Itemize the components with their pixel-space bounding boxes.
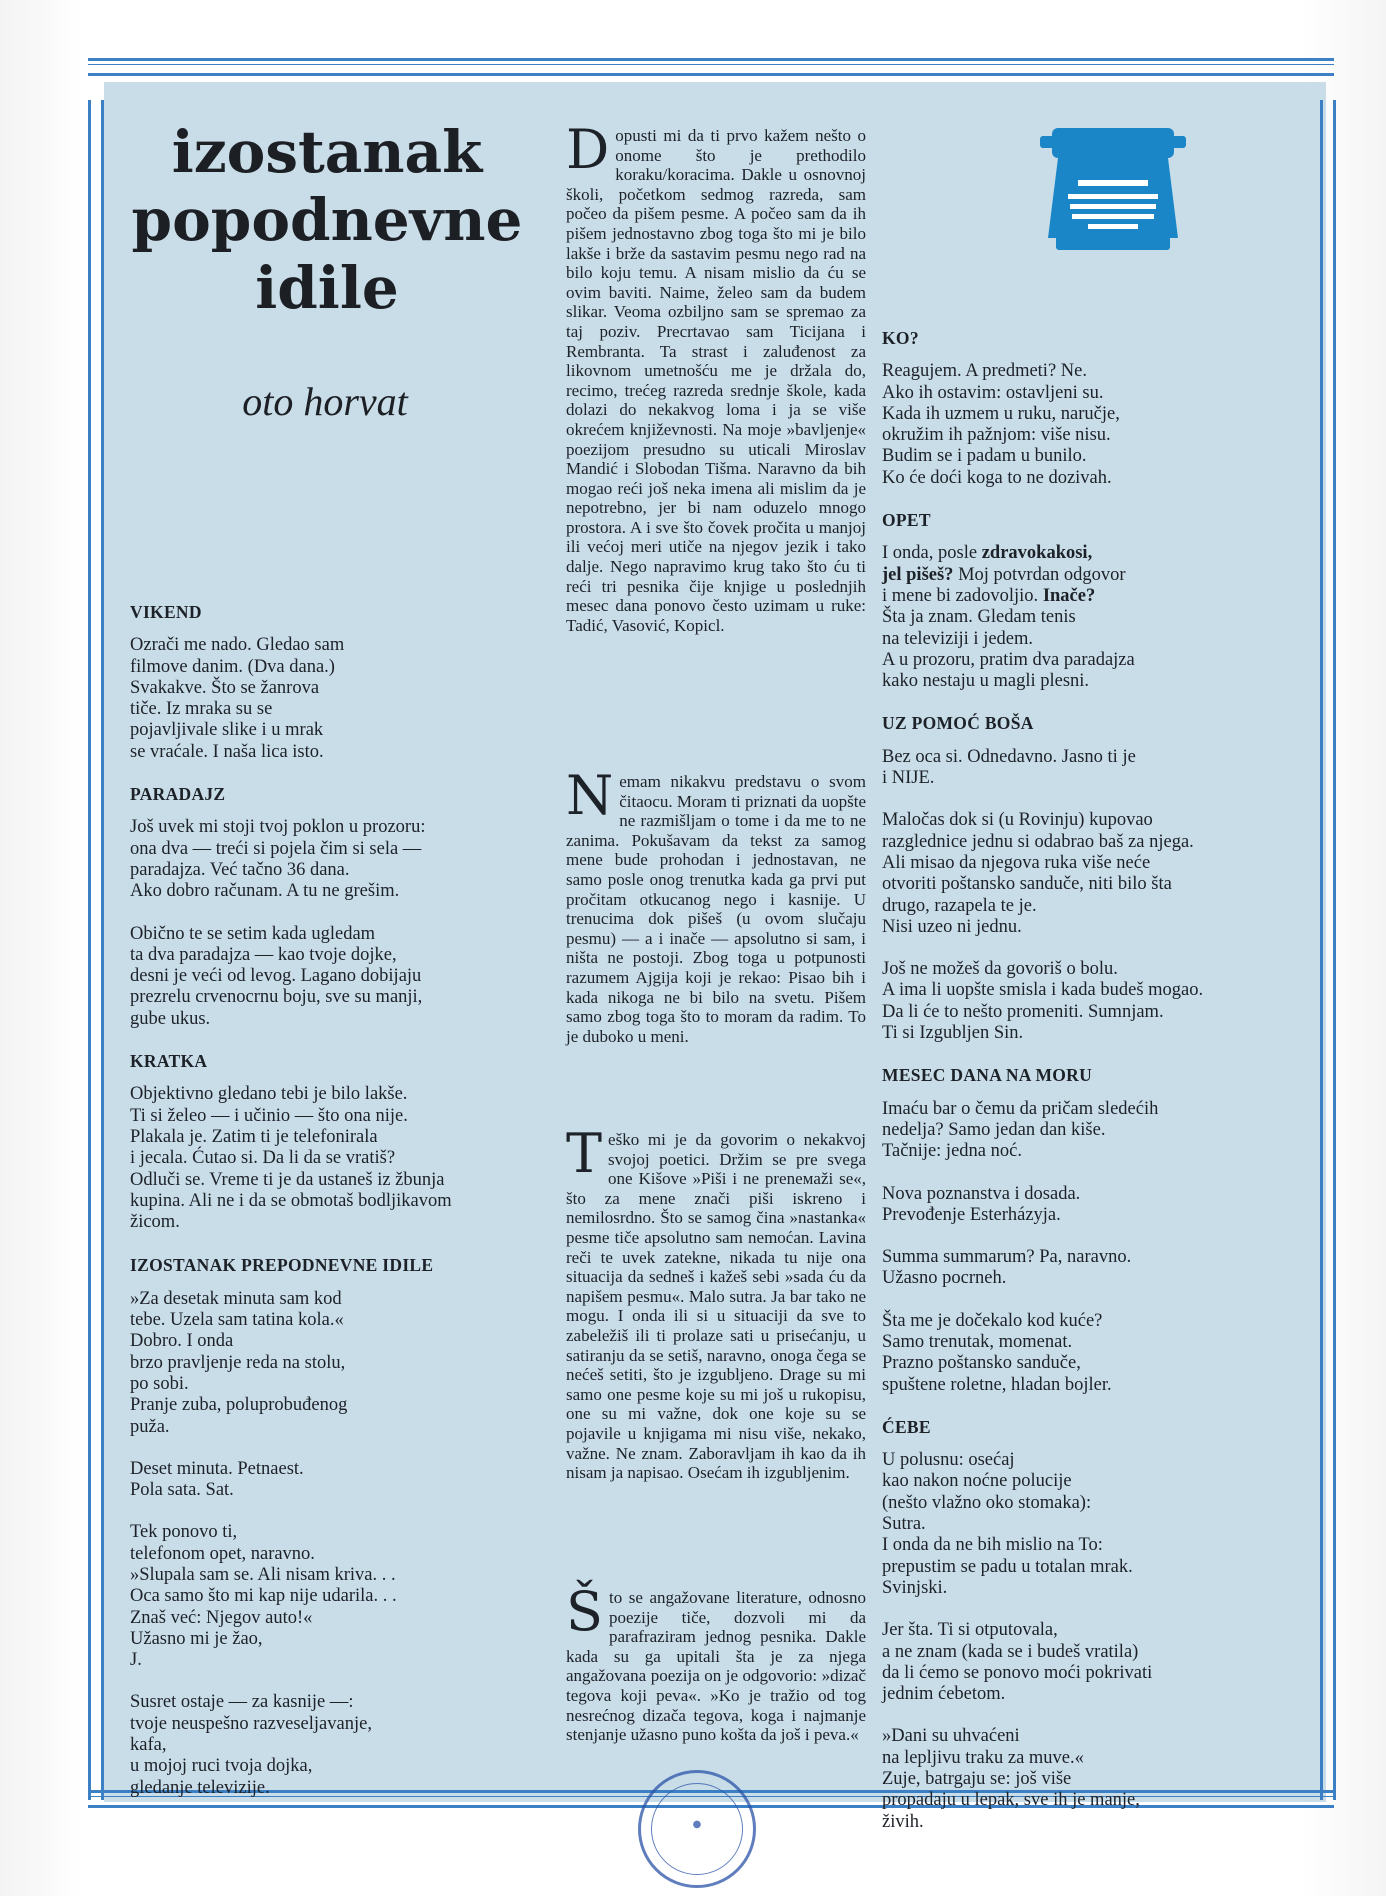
interview-block-1 xyxy=(566,118,866,635)
title-line-3: idile xyxy=(255,254,399,322)
text-run: Moj potvrdan odgovor i mene bi zadovoljio. xyxy=(882,564,1126,606)
drop-cap: Š xyxy=(566,1580,603,1643)
poem-paragraph: Objektivno gledano tebi je bilo lakše. Ti si želeo — i učinio — što ona nije. Plakala je. Zatim ti je telefonirala i jecala. Ćutao si. Da li da se vratiš? Odluči se. Vreme ti je da ustaneš iz žbunja kupina. Ali ne i da se obmotaš bodljikavom žicom. xyxy=(130,1084,452,1233)
interview-block-4 xyxy=(566,1580,866,1745)
interview-text: emam nikakvu predstavu o svom čitaocu. Moram ti priznati da uopšte ne razmišljam o tome i da me to ne zanima. Pokušavam da tekst za samog mene bude prohodan i jednostavan, ne samo posle onog trenutka kada ga prvi put pročitam otkucanog nego i kasnije. U trenucima dok pišeš (u ovom slučaju pesmu) — a i inače — apsolutno si sam, i ništa ne postoji. Zbog toga u potpunosti razumem Ajgija koji je rekao: Pisao bih i kada nikoga ne bi bilo na svetu. Pišem samo zbog toga što to moram da radim. To je duboko u meni. xyxy=(566,772,866,1046)
poem-paragraph: Imaću bar o čemu da pričam sledećih nedelja? Samo jedan dan kiše. Tačnije: jedna noć. xyxy=(882,1098,1159,1162)
section-heading: KO? xyxy=(882,328,919,348)
text-run: Šta ja znam. Gledam tenis na televiziji i jedem. A u prozoru, pratim dva paradajza kako nestaju u magli plesni. xyxy=(882,607,1135,692)
poem-paragraph: »Za desetak minuta sam kod tebe. Uzela sam tatina kola.« Dobro. I onda brzo pravljenje reda na stolu, po sobi. Pranje zuba, poluprobuđenog puža. xyxy=(130,1288,348,1437)
drop-cap: T xyxy=(566,1122,603,1185)
poem-paragraph: Ozrači me nado. Gledao sam filmove danim. (Dva dana.) Svakakve. Što se žanrova tiče. Iz mraka su se pojavljivale slike i u mrak se vraćale. I naša lica isto. xyxy=(130,635,345,762)
poem-paragraph: Još ne možeš da govoriš o bolu. A ima li uopšte smisla i kada budeš mogao. Da li će to nešto promeniti. Sumnjam. Ti si Izgubljen Sin. xyxy=(882,959,1204,1044)
poem-paragraph: Jer šta. Ti si otputovala, a ne znam (kada se i budeš vratila) da li ćemo se ponovo moći pokrivati jednim ćebetom. xyxy=(882,1620,1153,1705)
library-stamp: ● xyxy=(638,1770,756,1888)
interview-text: opusti mi da ti prvo kažem nešto o onome što je prethodilo koraku/koracima. Dakle u osnovnoj školi, početkom sedmog razreda, sam počeo da pišem pesme. A počeo sam da ih pišem jednostavno zbog toga što mi je bilo lakše i brže da sastavim pesmu nego rad na bilo koju temu. A nisam mislio da ću se ovim baviti. Naime, želeo sam da budem slikar. Veoma ozbiljno sam se spremao za taj poziv. Precrtavao sam Ticijana i Rembranta. Ta strast i zaluđenost za likovnom umetnošću me je držala do, recimo, trećeg razreda srednje škole, kada dolazi do nekakvog loma i ja se više okrećem književnosti. Na moje »bavljenje« poezijom presudno su uticali Miroslav Mandić i Slobodan Tišma. Naravno da bih mogao reći još neka imena ali mislim da je nepotrebno, jer bi nam oduzelo mnogo prostora. A i sve što čovek pročita u manjoj ili većoj meri utiče na njegov jezik i tako dalje. Nego napravimo krug tako što ću ti reći tri pesnika čije knjige u poslednjih mesec dana ponovo često uzimam u ruke: Tadić, Vasović, Kopicl. xyxy=(566,126,866,635)
section-heading: IZOSTANAK PREPODNEVNE IDILE xyxy=(130,1255,434,1276)
poem-paragraph: Summa summarum? Pa, naravno. Užasno pocrneh. xyxy=(882,1247,1132,1289)
author-name: oto horvat xyxy=(242,379,408,424)
poem-paragraph: Reagujem. A predmeti? Ne. Ako ih ostavim: ostavljeni su. Kada ih uzmem u ruku, naručje, okružim ih pažnjom: više nisu. Budim se i padam u bunilo. Ko će doći koga to ne dozivah. xyxy=(882,361,1120,488)
drop-cap: D xyxy=(566,118,610,181)
left-column xyxy=(130,592,530,1820)
section-heading: UZ POMOĆ BOŠA xyxy=(882,713,1034,734)
bold-text: jel pišeš? xyxy=(882,564,954,585)
section-heading: ĆEBE xyxy=(882,1416,931,1437)
poem-paragraph: Tek ponovo ti, telefonom opet, naravno. »Slupala sam se. Ali nisam kriva. . . Oca samo što mi kap nije udarila. . . Znaš već: Njegov auto!« Užasno mi je žao, J. xyxy=(130,1522,397,1671)
section-heading: PARADAJZ xyxy=(130,784,226,805)
interview-block-2 xyxy=(566,764,866,1046)
left-rule xyxy=(88,100,104,1800)
right-rule xyxy=(1320,100,1336,1800)
title-line-1: izostanak xyxy=(171,118,483,186)
poem-paragraph: Deset minuta. Petnaest. Pola sata. Sat. xyxy=(130,1458,304,1501)
poem-paragraph: Nova poznanstva i dosada. Prevođenje Esterházyja. xyxy=(882,1183,1081,1225)
drop-cap: N xyxy=(566,764,614,827)
article-title xyxy=(112,118,542,322)
bold-text: zdravokakosi, xyxy=(981,543,1093,564)
poem-paragraph: Još uvek mi stoji tvoj poklon u prozoru: ona dva — treći si pojela čim si sela — paradajza. Već tačno 36 dana. Ako dobro računam. A tu ne grešim. xyxy=(130,817,426,902)
section-heading: OPET xyxy=(882,510,931,531)
poem-paragraph: Šta me je dočekalo kod kuće? Samo trenutak, momenat. Prazno poštansko sanduče, spuštene roletne, hladan bojler. xyxy=(882,1310,1112,1395)
section-heading: KRATKA xyxy=(130,1051,208,1072)
text-run: I onda, posle xyxy=(882,543,982,564)
poem-paragraph: Susret ostaje — za kasnije —: tvoje neuspešno razveseljavanje, kafa, u mojoj ruci tvoja dojka, gledanje televizije. xyxy=(130,1692,372,1798)
interview-block-3 xyxy=(566,1122,866,1483)
poem-paragraph xyxy=(882,543,1302,692)
poem-paragraph: Obično te se setim kada ugledam ta dva paradajza — kao tvoje dojke, desni je veći od levog. Lagano dobijaju prezrelu crvenocrnu boju, sve su manji, gube ukus. xyxy=(130,923,423,1029)
section-heading: MESEC DANA NA MORU xyxy=(882,1065,1093,1086)
section-heading: VIKEND xyxy=(130,602,202,622)
interview-text: eško mi je da govorim o nekakvoj svojoj poetici. Držim se pre svega one Kišove »Piši i ne preneмaži se«, što za mene znači piši iskreno i nemilosrdno. Što se samog čina »nastanka« pesme tiče apsolutno sam nemoćan. Lavina reči te uvek zatekne, nikada tu nije ona situacija da sedneš i kažeš sebi »sada ću da napišem pesmu«. Malo sutra. Ja bar tako ne mogu. I onda ili si u situaciji da sve to zabeležiš ili ti prolaze sati u prisećanju, u satiranju da se setiš, naravno, onoga čega se nećeš setiti, što je izgubljeno. Drage su mi samo one pesme koje su mi još u rukopisu, one su mi važne, dok one koje su se pojavile u knjigama mi nisu više, nekako, važne. Ne znam. Zaboravljam ih kao da ih nisam ja napisao. Osećam ih izgubljenim. xyxy=(566,1130,866,1483)
top-rule xyxy=(88,58,1334,76)
title-line-2: popodnevne xyxy=(131,186,523,254)
poem-paragraph: Maločas dok si (u Rovinju) kupovao razglednice jednu si odabrao baš za njega. Ali misao da njegova ruka više neće otvoriti poštansko sanduče, niti bilo šta drugo, razapela te je. Nisi uzeo ni jednu. xyxy=(882,810,1194,937)
bold-text: Inače? xyxy=(1042,585,1096,606)
right-column xyxy=(882,318,1302,1854)
typewriter-icon xyxy=(1038,118,1188,258)
poem-paragraph: U polusnu: osećaj kao nakon noćne polucije (nešto vlažno oko stomaka): Sutra. I onda da ne bih mislio na To: prepustim se padu u totalan mrak. Svinjski. xyxy=(882,1450,1133,1598)
poem-paragraph: Bez oca si. Odnedavno. Jasno ti je i NIJE. xyxy=(882,746,1136,789)
interview-text: to se angažovane literature, odnosno poezije tiče, dozvoli mi da parafraziram jednog pesnika. Dakle kada su ga upitali šta je za njega angažovana poezija on je odgovorio: »dizač tegova koji peva«. »Ko je tražio od tog nesrećnog dizača tegova, koga i najmanje stenjanje užasno puno košta da još i peva.« xyxy=(566,1588,866,1745)
poem-paragraph: »Dani su uhvaćeni na lepljivu traku za muve.« Zuje, batrgaju se: još više propadaju u lepak, sve ih je manje, živih. xyxy=(882,1726,1140,1832)
